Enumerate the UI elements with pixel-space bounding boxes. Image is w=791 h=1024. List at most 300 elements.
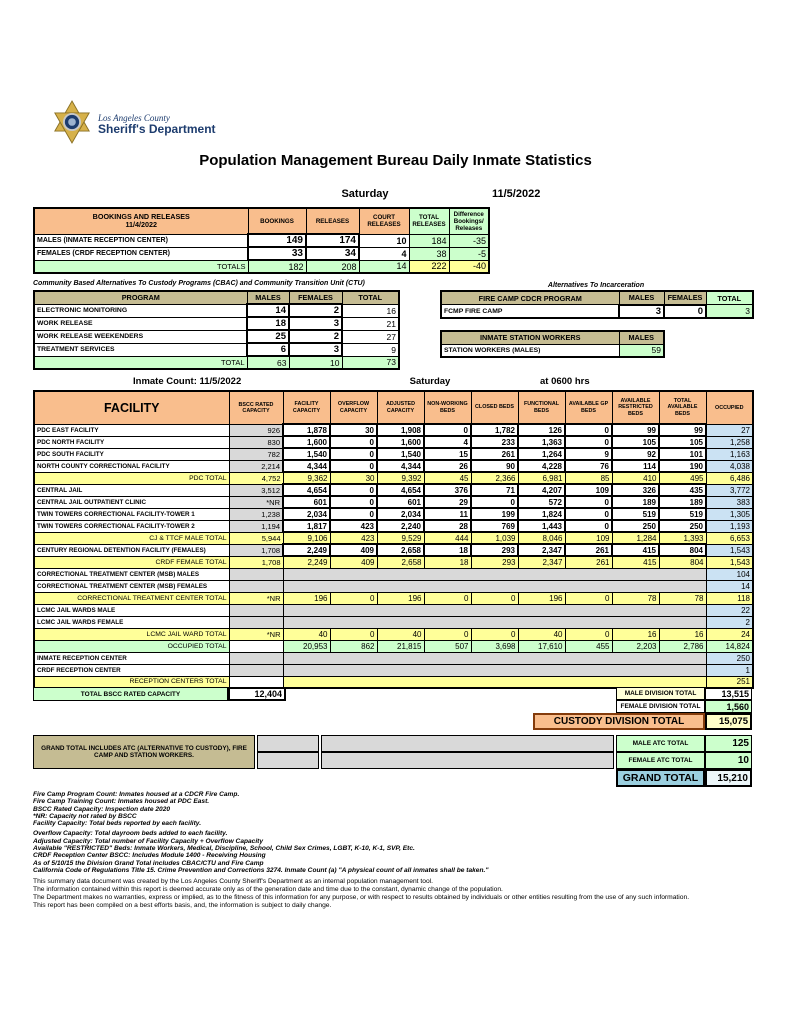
- cell: 0: [330, 592, 377, 604]
- agency-county: Los Angeles County: [98, 113, 170, 123]
- cell: 71: [471, 484, 518, 496]
- cell: 3: [289, 343, 342, 356]
- cell: 1,708: [229, 556, 283, 568]
- cell: 4,752: [229, 472, 283, 484]
- cell: 1,393: [659, 532, 706, 544]
- disclaimer-line: This report has been compiled on a best efforts basis, and, the information is subject to daily change.: [33, 902, 332, 909]
- footnote-line: CRDF Reception Center BSCC: Includes Module 1400 - Receiving Housing: [33, 852, 266, 860]
- facility-label: CRDF RECEPTION CENTER: [34, 664, 229, 676]
- custody-division-label: CUSTODY DIVISION TOTAL: [533, 713, 705, 730]
- caption-day: Saturday: [409, 376, 451, 387]
- merged-filler: [283, 580, 706, 592]
- facility-row: [34, 436, 753, 448]
- cell: 444: [424, 532, 471, 544]
- facility-row: [34, 448, 753, 460]
- facility-label: CENTRAL JAIL: [34, 484, 229, 496]
- cell: 409: [330, 544, 377, 556]
- cell: 126: [518, 424, 565, 436]
- cell: 40: [518, 628, 565, 640]
- footnote-line: BSCC Rated Capacity: Inspection date 2020: [33, 805, 171, 813]
- cell: 1,782: [471, 424, 518, 436]
- cell: 109: [565, 532, 612, 544]
- cell: 250: [659, 520, 706, 532]
- facility-row: [34, 532, 753, 544]
- facility-label: PDC EAST FACILITY: [34, 424, 229, 436]
- cell: 16: [612, 628, 659, 640]
- cell: 326: [612, 484, 659, 496]
- cell: 38: [409, 247, 449, 260]
- cell: 519: [659, 508, 706, 520]
- cell: 4,654: [377, 484, 424, 496]
- cell: 1,600: [283, 436, 330, 448]
- cell: 1,600: [377, 436, 424, 448]
- column-header: Difference Bookings/ Releases: [449, 208, 489, 234]
- cell: 18: [424, 544, 471, 556]
- facility-row: [34, 424, 753, 436]
- row-label: TREATMENT SERVICES: [34, 343, 247, 356]
- cell: 2,203: [612, 640, 659, 652]
- facility-label: LCMC JAIL WARDS MALE: [34, 604, 229, 616]
- cell: 0: [330, 508, 377, 520]
- occupied-cell: 251: [706, 676, 753, 688]
- cell: 435: [659, 484, 706, 496]
- totals-row: [34, 260, 489, 273]
- cell: 1,039: [471, 532, 518, 544]
- facility-label: CORRECTIONAL TREATMENT CENTER (MSB) FEMALES: [34, 580, 229, 592]
- occupied-cell: 118: [706, 592, 753, 604]
- cell: 2,658: [377, 556, 424, 568]
- cell: 293: [471, 544, 518, 556]
- cell: 1,824: [518, 508, 565, 520]
- cell: 2,366: [471, 472, 518, 484]
- cell: 0: [664, 305, 706, 319]
- cell: 0: [565, 496, 612, 508]
- cell: 0: [330, 496, 377, 508]
- cell: 28: [424, 520, 471, 532]
- cell: 105: [659, 436, 706, 448]
- cell: 114: [612, 460, 659, 472]
- cell: 0: [565, 628, 612, 640]
- merged-filler: [283, 604, 706, 616]
- cell: 261: [565, 556, 612, 568]
- alternatives-title: Alternatives To Incarceration: [547, 282, 645, 289]
- cell: 9,392: [377, 472, 424, 484]
- cell: 862: [330, 640, 377, 652]
- male-atc-label: MALE ATC TOTAL: [616, 735, 705, 752]
- page-title: Population Management Bureau Daily Inmate Statistics: [199, 152, 592, 169]
- grand-total-label: GRAND TOTAL: [616, 769, 705, 787]
- inmate-count-caption: Inmate Count: 11/5/2022: [133, 376, 242, 387]
- cell: 0: [330, 448, 377, 460]
- cell: 1,540: [377, 448, 424, 460]
- total-label: CORRECTIONAL TREATMENT CENTER TOTAL: [34, 592, 229, 604]
- cell: -5: [449, 247, 489, 260]
- cell: 196: [283, 592, 330, 604]
- cell: 2,240: [377, 520, 424, 532]
- cell: 18: [424, 556, 471, 568]
- column-header: COURT RELEASES: [359, 208, 409, 234]
- cell: 21: [342, 317, 399, 330]
- cell: 10: [289, 356, 342, 369]
- cell: 1,878: [283, 424, 330, 436]
- disclaimer-line: The information contained within this report is deemed accurate only as of the generation date and time due to the constant, dynamic change of the population.: [33, 886, 503, 893]
- cell: 782: [229, 448, 283, 460]
- cell: 34: [306, 247, 359, 260]
- bookings-header: BOOKINGS AND RELEASES 11/4/2022: [34, 208, 248, 234]
- cell: 45: [424, 472, 471, 484]
- cell: 0: [565, 520, 612, 532]
- column-header: FEMALES: [289, 291, 342, 304]
- cell: 0: [330, 628, 377, 640]
- sheriff-logo: [52, 100, 216, 149]
- cell: 4: [359, 247, 409, 260]
- cell: 0: [471, 628, 518, 640]
- row-label: TOTAL: [34, 356, 247, 369]
- table-header: FIRE CAMP CDCR PROGRAM: [441, 291, 619, 305]
- occupied-cell: 1,163: [706, 448, 753, 460]
- cell: 1,817: [283, 520, 330, 532]
- cell: 0: [330, 460, 377, 472]
- cell: 1,284: [612, 532, 659, 544]
- cell: 5,944: [229, 532, 283, 544]
- occupied-cell: 1,543: [706, 556, 753, 568]
- cell: [229, 664, 283, 676]
- column-header: NON-WORKING BEDS: [424, 391, 471, 424]
- occupied-cell: 14,824: [706, 640, 753, 652]
- column-header: TOTAL AVAILABLE BEDS: [659, 391, 706, 424]
- total-label: CRDF FEMALE TOTAL: [34, 556, 229, 568]
- occupied-cell: 1,305: [706, 508, 753, 520]
- cell: 6,981: [518, 472, 565, 484]
- column-header: FACILITY: [34, 391, 229, 424]
- cell: 0: [565, 436, 612, 448]
- total-label: LCMC JAIL WARD TOTAL: [34, 628, 229, 640]
- cell: 9,106: [283, 532, 330, 544]
- total-label: RECEPTION CENTERS TOTAL: [34, 676, 229, 688]
- cell: 59: [619, 344, 664, 357]
- filler-cell: [321, 752, 614, 769]
- facility-row: [34, 568, 753, 580]
- cell: 3: [706, 305, 753, 319]
- cell: 4,228: [518, 460, 565, 472]
- cell: 16: [342, 304, 399, 317]
- cell: 33: [248, 247, 306, 260]
- row-label: MALES (INMATE RECEPTION CENTER): [34, 234, 248, 247]
- caption-time: at 0600 hrs: [540, 376, 590, 387]
- facility-row: [34, 580, 753, 592]
- facility-label: TWIN TOWERS CORRECTIONAL FACILITY-TOWER 1: [34, 508, 229, 520]
- cell: 415: [612, 556, 659, 568]
- occupied-cell: 6,486: [706, 472, 753, 484]
- cell: *NR: [229, 592, 283, 604]
- cell: 3,698: [471, 640, 518, 652]
- facility-row: [34, 628, 753, 640]
- facility-row: [34, 496, 753, 508]
- footnote-line: Facility Capacity: Total beds reported by each facility.: [33, 820, 202, 828]
- facility-row: [34, 592, 753, 604]
- merged-filler: [283, 664, 706, 676]
- total-label: OCCUPIED TOTAL: [34, 640, 229, 652]
- female-atc-value: 10: [705, 752, 752, 769]
- cell: 1,540: [283, 448, 330, 460]
- agency-name: Sheriff's Department: [98, 122, 216, 136]
- column-header: MALES: [619, 331, 664, 344]
- cell: 149: [248, 234, 306, 247]
- custody-division-value: 15,075: [705, 713, 752, 730]
- cell: 8,046: [518, 532, 565, 544]
- female-division-value: 1,560: [705, 700, 752, 713]
- cell: 40: [377, 628, 424, 640]
- cell: 9,529: [377, 532, 424, 544]
- cell: 2,249: [283, 556, 330, 568]
- occupied-cell: 24: [706, 628, 753, 640]
- cell: [229, 580, 283, 592]
- report-date: 11/5/2022: [492, 188, 541, 200]
- column-header: MALES: [247, 291, 289, 304]
- cell: 90: [471, 460, 518, 472]
- cell: 495: [659, 472, 706, 484]
- occupied-cell: 27: [706, 424, 753, 436]
- cell: 410: [612, 472, 659, 484]
- facility-row: [34, 616, 753, 628]
- disclaimer-line: This summary data document was created by the Los Angeles County Sheriff's Department as an internal population management tool.: [33, 878, 434, 885]
- cell: *NR: [229, 496, 283, 508]
- merged-filler: [283, 568, 706, 580]
- cell: 16: [659, 628, 706, 640]
- cell: 196: [518, 592, 565, 604]
- footnotes: [33, 791, 773, 874]
- facility-label: CENTURY REGIONAL DETENTION FACILITY (FEMALES): [34, 544, 229, 556]
- cell: 11: [424, 508, 471, 520]
- total-bscc-value: 12,404: [228, 687, 286, 701]
- facility-row: [34, 472, 753, 484]
- cell: 199: [471, 508, 518, 520]
- column-header: BSCC RATED CAPACITY: [229, 391, 283, 424]
- facility-label: INMATE RECEPTION CENTER: [34, 652, 229, 664]
- facility-table: [33, 390, 754, 689]
- cell: 174: [306, 234, 359, 247]
- row-label: WORK RELEASE: [34, 317, 247, 330]
- disclaimer-line: The Department makes no warranties, express or implied, as to the fitness of this information for any purpose, or with respect to results obtained by individuals or other entities resulting from the use of any such information.: [33, 894, 690, 901]
- footnote-line: California Code of Regulations Title 15. Crime Prevention and Corrections 3274. Inmate Count (a) "A physical count of all inmates shall be taken.": [33, 866, 489, 874]
- cell: 455: [565, 640, 612, 652]
- cell: 4: [424, 436, 471, 448]
- cell: 2,658: [377, 544, 424, 556]
- cell: 3,512: [229, 484, 283, 496]
- cell: 190: [659, 460, 706, 472]
- column-header: OCCUPIED: [706, 391, 753, 424]
- cell: 233: [471, 436, 518, 448]
- column-header: TOTAL RELEASES: [409, 208, 449, 234]
- cell: 0: [424, 592, 471, 604]
- cell: 99: [659, 424, 706, 436]
- cell: 73: [342, 356, 399, 369]
- cell: 4,207: [518, 484, 565, 496]
- occupied-cell: 250: [706, 652, 753, 664]
- cell: 222: [409, 260, 449, 273]
- occupied-cell: 1,543: [706, 544, 753, 556]
- cell: 376: [424, 484, 471, 496]
- cell: 572: [518, 496, 565, 508]
- occupied-cell: 1: [706, 664, 753, 676]
- filler-cell: [257, 752, 319, 769]
- cell: 26: [424, 460, 471, 472]
- cell: 9: [565, 448, 612, 460]
- cell: 804: [659, 556, 706, 568]
- cbac-title: Community Based Alternatives To Custody Programs (CBAC) and Community Transition Unit (CTU): [33, 280, 365, 287]
- row-label: FCMP FIRE CAMP: [441, 305, 619, 319]
- facility-row: [34, 544, 753, 556]
- sheriff-star-icon: [52, 100, 92, 149]
- cell: 78: [659, 592, 706, 604]
- grand-total-value: 15,210: [705, 769, 752, 787]
- facility-row: [34, 460, 753, 472]
- cell: 101: [659, 448, 706, 460]
- male-division-value: 13,515: [705, 687, 752, 700]
- total-label: CJ & TTCF MALE TOTAL: [34, 532, 229, 544]
- cell: -40: [449, 260, 489, 273]
- cell: 76: [565, 460, 612, 472]
- cell: 1,908: [377, 424, 424, 436]
- facility-row: [34, 508, 753, 520]
- footnote-line: Available "RESTRICTED" Beds: Inmate Workers, Medical, Discipline, School, Child Sex Crimes, LGBT, K-10, K-1, SVP, Etc.: [33, 845, 415, 853]
- cell: 2,347: [518, 544, 565, 556]
- report-day: Saturday: [341, 188, 389, 200]
- column-header: MALES: [619, 291, 664, 305]
- cell: 0: [330, 436, 377, 448]
- cell: 1,194: [229, 520, 283, 532]
- occupied-cell: 4,038: [706, 460, 753, 472]
- cell: 1,363: [518, 436, 565, 448]
- cell: 601: [283, 496, 330, 508]
- cell: 0: [565, 508, 612, 520]
- disclaimer: [33, 878, 758, 910]
- cell: 601: [377, 496, 424, 508]
- facility-label: TWIN TOWERS CORRECTIONAL FACILITY-TOWER 2: [34, 520, 229, 532]
- facility-row: [34, 520, 753, 532]
- cell: 40: [283, 628, 330, 640]
- row-label: STATION WORKERS (MALES): [441, 344, 619, 357]
- table-row: [34, 343, 399, 356]
- cell: 15: [424, 448, 471, 460]
- cell: 1,708: [229, 544, 283, 556]
- cell: *NR: [229, 628, 283, 640]
- cell: 2,786: [659, 640, 706, 652]
- cell: 0: [424, 424, 471, 436]
- cell: 21,815: [377, 640, 424, 652]
- cell: 4,654: [283, 484, 330, 496]
- facility-label: CENTRAL JAIL OUTPATIENT CLINIC: [34, 496, 229, 508]
- cell: 423: [330, 532, 377, 544]
- cell: 0: [565, 424, 612, 436]
- cell: 0: [330, 484, 377, 496]
- cell: 0: [565, 592, 612, 604]
- cell: 2,347: [518, 556, 565, 568]
- cell: 2,034: [377, 508, 424, 520]
- merged-filler: [283, 652, 706, 664]
- cell: 184: [409, 234, 449, 247]
- cell: 261: [565, 544, 612, 556]
- cell: 1,238: [229, 508, 283, 520]
- cell: 293: [471, 556, 518, 568]
- cell: 30: [330, 424, 377, 436]
- occupied-cell: 6,653: [706, 532, 753, 544]
- merged-filler: [283, 616, 706, 628]
- row-label: FEMALES (CRDF RECEPTION CENTER): [34, 247, 248, 260]
- cell: 85: [565, 472, 612, 484]
- total-bscc-label: TOTAL BSCC RATED CAPACITY: [33, 687, 228, 701]
- occupied-cell: 14: [706, 580, 753, 592]
- cell: 926: [229, 424, 283, 436]
- table-row: [34, 304, 399, 317]
- column-header: FUNCTIONAL BEDS: [518, 391, 565, 424]
- cell: 0: [471, 592, 518, 604]
- column-header: FACILITY CAPACITY: [283, 391, 330, 424]
- occupied-cell: 2: [706, 616, 753, 628]
- cell: 769: [471, 520, 518, 532]
- cell: 9: [342, 343, 399, 356]
- occupied-cell: 1,193: [706, 520, 753, 532]
- cell: [229, 568, 283, 580]
- cell: 17,610: [518, 640, 565, 652]
- cell: 189: [612, 496, 659, 508]
- cell: 29: [424, 496, 471, 508]
- cell: 27: [342, 330, 399, 343]
- facility-row: [34, 664, 753, 676]
- table-row: [34, 317, 399, 330]
- row-label: TOTALS: [34, 260, 248, 273]
- filler-cell: [257, 735, 319, 752]
- cell: 208: [306, 260, 359, 273]
- facility-row: [34, 604, 753, 616]
- male-division-label: MALE DIVISION TOTAL: [616, 687, 705, 700]
- occupied-cell: 22: [706, 604, 753, 616]
- cell: 261: [471, 448, 518, 460]
- cbac-table: [33, 290, 400, 370]
- cell: 0: [424, 628, 471, 640]
- cell: 109: [565, 484, 612, 496]
- table-row: [441, 344, 664, 357]
- cell: 30: [330, 472, 377, 484]
- facility-label: CORRECTIONAL TREATMENT CENTER (MSB) MALES: [34, 568, 229, 580]
- cell: 804: [659, 544, 706, 556]
- table-row: [34, 234, 489, 247]
- cell: 4,344: [377, 460, 424, 472]
- cell: 507: [424, 640, 471, 652]
- table-row: [34, 247, 489, 260]
- grand-total-note: GRAND TOTAL INCLUDES ATC (ALTERNATIVE TO CUSTODY), FIRE CAMP AND STATION WORKERS.: [33, 735, 255, 769]
- row-label: WORK RELEASE WEEKENDERS: [34, 330, 247, 343]
- cell: 830: [229, 436, 283, 448]
- cell: 20,953: [283, 640, 330, 652]
- column-header: TOTAL: [706, 291, 753, 305]
- occupied-cell: 383: [706, 496, 753, 508]
- footnote-line: As of 5/10/15 the Division Grand Total includes CBAC/CTU and Fire Camp: [33, 859, 264, 867]
- column-header: OVERFLOW CAPACITY: [330, 391, 377, 424]
- cell: 2,214: [229, 460, 283, 472]
- cell: 250: [612, 520, 659, 532]
- cell: [229, 604, 283, 616]
- cell: 519: [612, 508, 659, 520]
- cell: 423: [330, 520, 377, 532]
- footnote-line: Fire Camp Program Count: Inmates housed at a CDCR Fire Camp.: [33, 791, 240, 798]
- cell: 2,034: [283, 508, 330, 520]
- facility-row: [34, 556, 753, 568]
- facility-label: LCMC JAIL WARDS FEMALE: [34, 616, 229, 628]
- column-header: RELEASES: [306, 208, 359, 234]
- column-header: CLOSED BEDS: [471, 391, 518, 424]
- cell: 2: [289, 330, 342, 343]
